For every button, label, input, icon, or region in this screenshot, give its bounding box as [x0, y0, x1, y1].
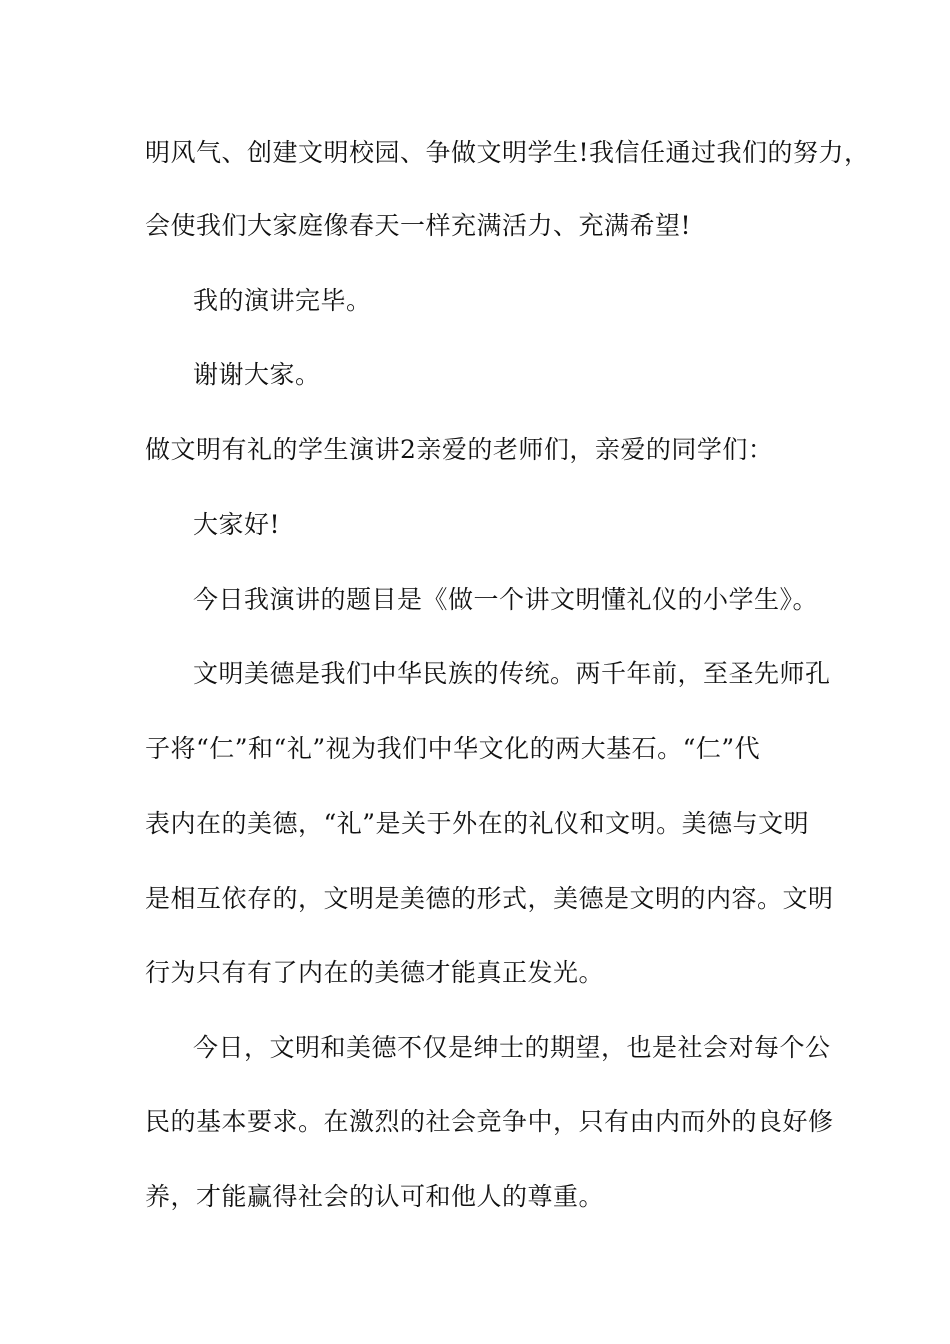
text-line: 行为只有有了内在的美德才能真正发光。 [145, 958, 605, 987]
text-line: 今日我演讲的题目是《做一个讲文明懂礼仪的小学生》。 [193, 585, 819, 614]
text-line: 谢谢大家。 [193, 360, 321, 389]
text-line: 表内在的美德，“礼”是关于外在的礼仪和文明。美德与文明 [145, 809, 810, 838]
text-line: 今日，文明和美德不仅是绅士的期望，也是社会对每个公 [193, 1033, 831, 1062]
text-line: 文明美德是我们中华民族的传统。两千年前，至圣先师孔 [193, 659, 831, 688]
text-line: 是相互依存的，文明是美德的形式，美德是文明的内容。文明 [145, 884, 834, 913]
text-line: 做文明有礼的学生演讲2亲爱的老师们，亲爱的同学们： [145, 435, 774, 464]
text-line: 养，才能赢得社会的认可和他人的尊重。 [145, 1182, 605, 1211]
text-line: 明风气、创建文明校园、争做文明学生!我信任通过我们的努力， [145, 138, 870, 167]
text-line: 子将“仁”和“礼”视为我们中华文化的两大基石。“仁”代 [145, 734, 761, 763]
text-line: 会使我们大家庭像春天一样充满活力、充满希望! [145, 211, 692, 240]
text-line: 我的演讲完毕。 [193, 286, 372, 315]
text-line: 民的基本要求。在激烈的社会竞争中，只有由内而外的良好修 [145, 1107, 834, 1136]
text-line: 大家好! [193, 510, 281, 539]
